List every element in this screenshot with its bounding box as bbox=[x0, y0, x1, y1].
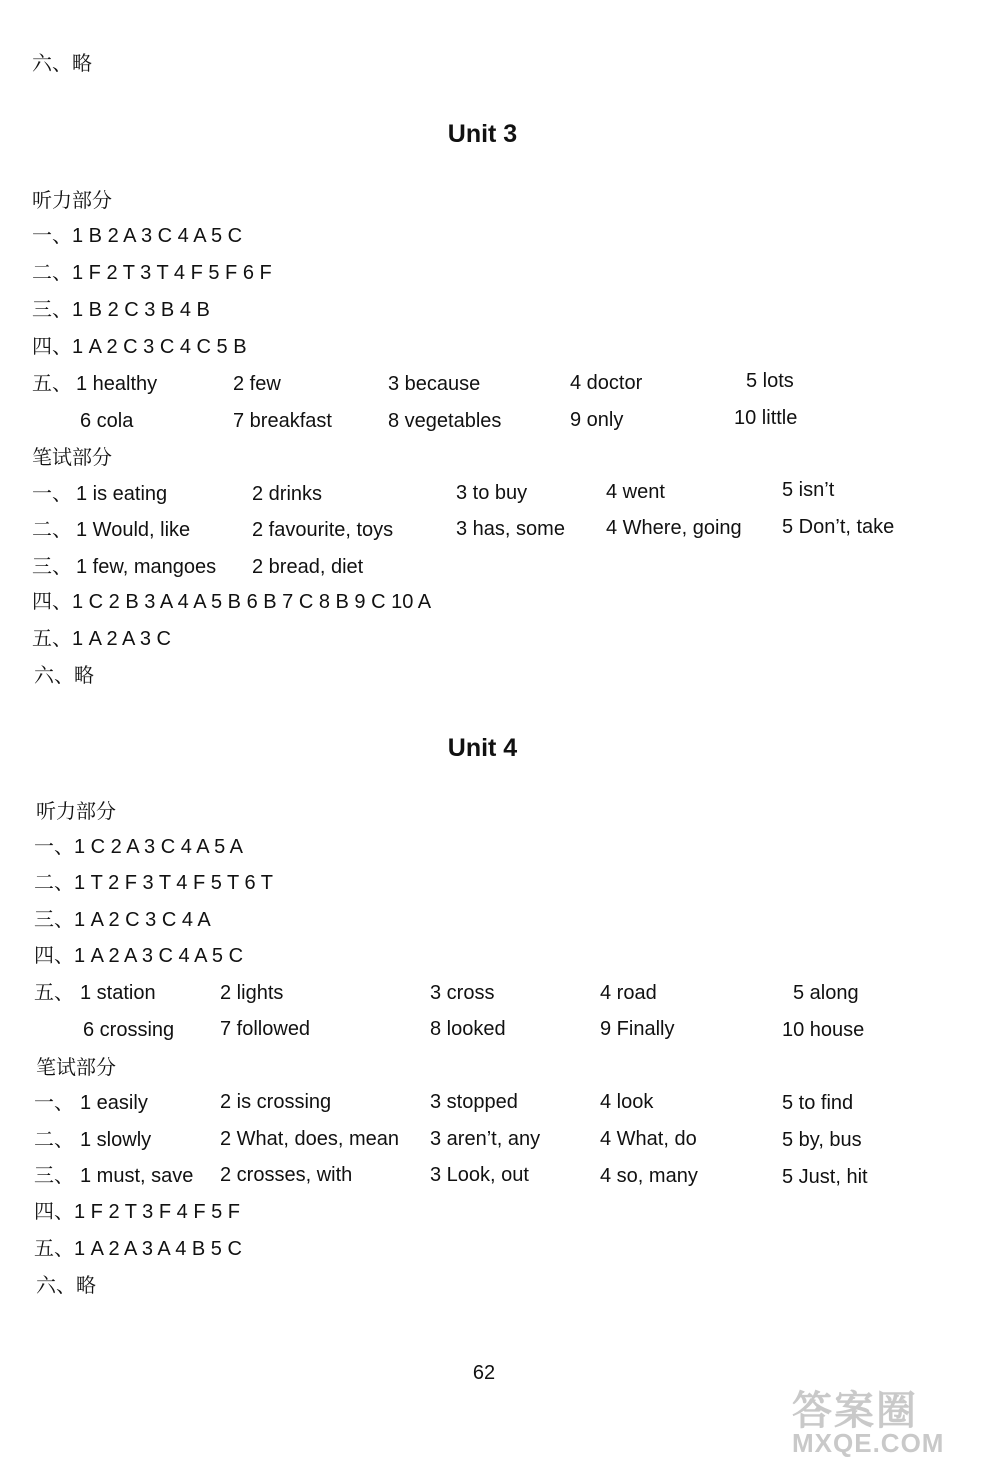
unit3-w1-item: 1 is eating bbox=[76, 483, 168, 505]
unit3-listening-q5-label: 五、 bbox=[32, 373, 72, 395]
watermark-site: MXQE.COM bbox=[792, 1428, 945, 1458]
unit4-w1-item: 3 stopped bbox=[430, 1091, 518, 1113]
unit3-l5-item: 9 only bbox=[570, 409, 624, 431]
unit3-l5-item: 2 few bbox=[233, 373, 281, 395]
unit3-writing-q2-label: 二、 bbox=[32, 519, 72, 541]
unit4-w3-item: 3 Look, out bbox=[430, 1164, 529, 1186]
unit4-w3-item: 5 Just, hit bbox=[782, 1166, 868, 1188]
unit3-l5-item: 3 because bbox=[388, 373, 481, 395]
unit3-l5-item: 8 vegetables bbox=[388, 410, 502, 432]
unit3-w1-item: 4 went bbox=[606, 481, 665, 503]
unit3-w1-item: 2 drinks bbox=[252, 483, 323, 505]
unit4-w3-item: 2 crosses, with bbox=[220, 1164, 353, 1186]
unit3-l5-item: 6 cola bbox=[80, 410, 134, 432]
unit4-w3-item: 4 so, many bbox=[600, 1165, 698, 1187]
unit3-w2-item: 1 Would, like bbox=[76, 519, 191, 541]
unit4-l5-item: 5 along bbox=[793, 982, 859, 1004]
unit4-writing-q3-label: 三、 bbox=[34, 1165, 74, 1187]
unit4-title: Unit 4 bbox=[447, 734, 518, 762]
unit3-w3-item: 1 few, mangoes bbox=[76, 556, 217, 578]
unit3-listening-heading: 听力部分 bbox=[32, 188, 112, 212]
unit4-w2-item: 2 What, does, mean bbox=[220, 1128, 399, 1150]
unit3-listening-q2: 二、1 F 2 T 3 T 4 F 5 F 6 F bbox=[32, 262, 272, 284]
unit4-w1-item: 2 is crossing bbox=[220, 1091, 332, 1113]
unit3-l5-item: 10 little bbox=[734, 407, 798, 429]
unit4-l5-item: 8 looked bbox=[430, 1018, 506, 1040]
unit3-l5-item: 5 lots bbox=[746, 370, 794, 392]
unit4-l5-item: 6 crossing bbox=[83, 1019, 175, 1041]
unit3-title: Unit 3 bbox=[447, 120, 518, 148]
unit4-listening-q5-label: 五、 bbox=[34, 982, 74, 1004]
unit3-writing-q5: 五、1 A 2 A 3 C bbox=[32, 628, 171, 650]
unit3-l5-item: 7 breakfast bbox=[233, 410, 332, 432]
unit3-w2-item: 3 has, some bbox=[456, 518, 565, 540]
unit4-w2-item: 1 slowly bbox=[80, 1129, 152, 1151]
page-number: 62 bbox=[472, 1362, 496, 1384]
unit4-writing-q2-label: 二、 bbox=[34, 1129, 74, 1151]
unit3-writing-q6: 六、略 bbox=[34, 665, 94, 687]
unit3-writing-q4: 四、1 C 2 B 3 A 4 A 5 B 6 B 7 C 8 B 9 C 10 A bbox=[32, 591, 432, 613]
unit3-w3-item: 2 bread, diet bbox=[252, 556, 364, 578]
unit4-l5-item: 7 followed bbox=[220, 1018, 311, 1040]
unit4-l5-item: 10 house bbox=[782, 1019, 865, 1041]
watermark-chinese: 答案圈 bbox=[792, 1388, 918, 1434]
unit4-writing-q4: 四、1 F 2 T 3 F 4 F 5 F bbox=[34, 1201, 240, 1223]
unit3-writing-q3-label: 三、 bbox=[32, 556, 72, 578]
unit4-listening-q1: 一、1 C 2 A 3 C 4 A 5 A bbox=[34, 836, 244, 858]
unit3-w2-item: 2 favourite, toys bbox=[252, 519, 394, 541]
site-watermark bbox=[792, 1379, 992, 1458]
unit4-l5-item: 2 lights bbox=[220, 982, 284, 1004]
unit3-writing-heading: 笔试部分 bbox=[32, 445, 112, 469]
unit3-listening-q1: 一、1 B 2 A 3 C 4 A 5 C bbox=[32, 225, 243, 247]
unit4-l5-item: 1 station bbox=[80, 982, 156, 1004]
unit3-w1-item: 3 to buy bbox=[456, 482, 528, 504]
unit4-listening-q3: 三、1 A 2 C 3 C 4 A bbox=[34, 909, 211, 931]
top-omitted-line: 六、略 bbox=[32, 53, 92, 75]
unit4-writing-q1-label: 一、 bbox=[34, 1092, 74, 1114]
unit3-w1-item: 5 isn’t bbox=[782, 479, 835, 501]
unit4-listening-q4: 四、1 A 2 A 3 C 4 A 5 C bbox=[34, 945, 244, 967]
unit4-listening-q2: 二、1 T 2 F 3 T 4 F 5 T 6 T bbox=[34, 872, 273, 894]
unit3-l5-item: 1 healthy bbox=[76, 373, 158, 395]
unit4-w2-item: 5 by, bus bbox=[782, 1129, 862, 1151]
unit4-writing-q6: 六、略 bbox=[36, 1275, 96, 1297]
unit4-l5-item: 4 road bbox=[600, 982, 657, 1004]
unit4-w2-item: 4 What, do bbox=[600, 1128, 697, 1150]
unit3-listening-q3: 三、1 B 2 C 3 B 4 B bbox=[32, 299, 210, 321]
unit3-w2-item: 5 Don’t, take bbox=[782, 516, 895, 538]
unit3-w2-item: 4 Where, going bbox=[606, 517, 742, 539]
unit4-w1-item: 5 to find bbox=[782, 1092, 854, 1114]
unit4-listening-heading: 听力部分 bbox=[36, 799, 116, 823]
unit4-w1-item: 4 look bbox=[600, 1091, 654, 1113]
unit3-l5-item: 4 doctor bbox=[570, 372, 643, 394]
unit3-listening-q4: 四、1 A 2 C 3 C 4 C 5 B bbox=[32, 336, 247, 358]
unit4-w1-item: 1 easily bbox=[80, 1092, 148, 1114]
unit4-w2-item: 3 aren’t, any bbox=[430, 1128, 541, 1150]
unit4-writing-heading: 笔试部分 bbox=[36, 1055, 116, 1079]
unit4-l5-item: 9 Finally bbox=[600, 1018, 675, 1040]
unit3-writing-q1-label: 一、 bbox=[32, 483, 72, 505]
unit4-writing-q5: 五、1 A 2 A 3 A 4 B 5 C bbox=[34, 1238, 242, 1260]
unit4-w3-item: 1 must, save bbox=[80, 1165, 194, 1187]
unit4-l5-item: 3 cross bbox=[430, 982, 495, 1004]
